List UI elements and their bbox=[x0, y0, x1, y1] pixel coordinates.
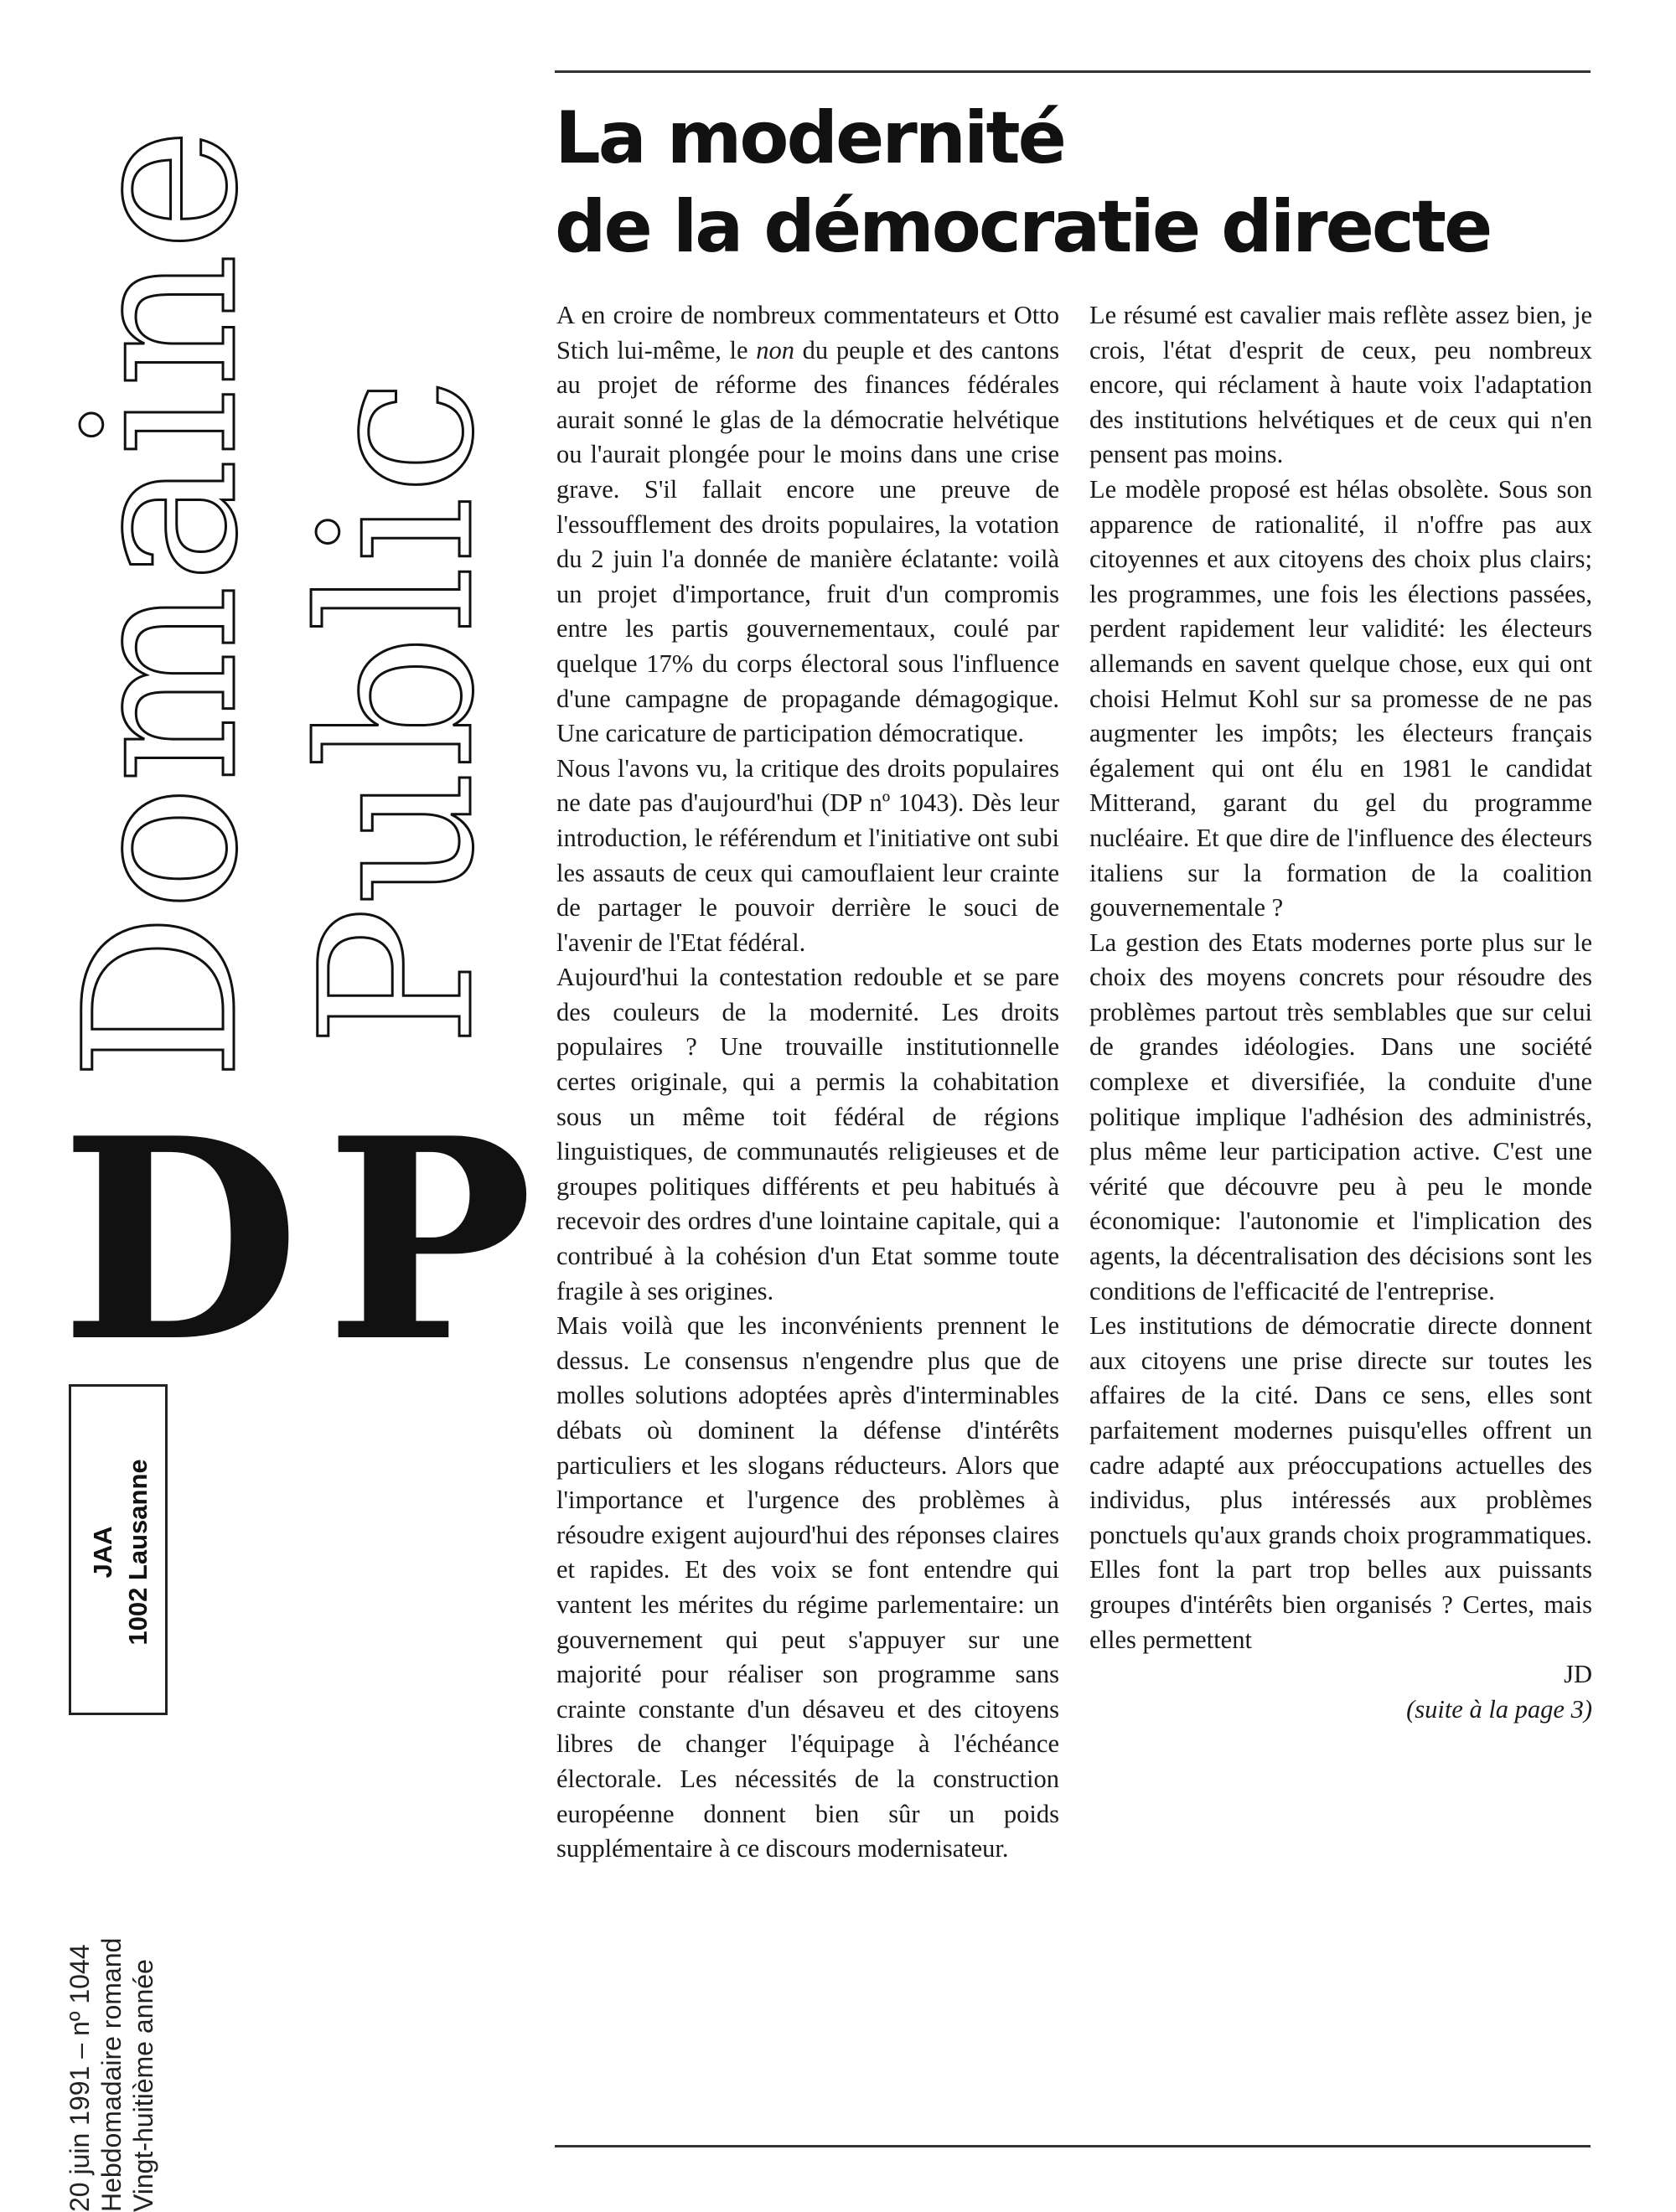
author-signature: JD bbox=[1564, 1660, 1592, 1689]
paragraph-7: La gestion des Etats modernes porte plus sur le choix des moyens concrets pour résoudre des problèmes partout très semblables que sur celui de grandes idéologies. Dans une société complexe et diversifiée, la conduite d'une politique implique l'adhésion des administrés, plus même leur participation active. C'est une vérité que découvre peu à peu le monde économique: l'autonomie et l'implication des agents, la décentralisation des décisions sont les conditions de l'efficacité de l'entreprise. bbox=[1089, 928, 1592, 1305]
top-divider bbox=[555, 70, 1591, 73]
issue-date: 20 juin 1991 – nº 1044 bbox=[65, 1944, 95, 2212]
continued-link[interactable]: (suite à la page 3) bbox=[1406, 1694, 1592, 1724]
article-column-1 bbox=[556, 298, 1059, 1867]
paragraph-4: Mais voilà que les inconvénients prennent le dessus. Le consensus n'engendre plus que de molles solutions adoptées après d'interminables débats où dominent la défense d'intérêts particuliers et les slogans réducteurs. Alors que l'importance et l'urgence des problèmes à résoudre exigent aujourd'hui des réponses claires et rapides. Et des voix se font entendre qui vantent les mérites du régime parlementaire: un gouvernement qui peut s'appuyer sur une majorité pour réaliser son programme sans crainte constante d'un désaveu et des citoyens libres de changer l'équipage à l'échéance électorale. Les nécessités de la construction européenne donnent bien sûr un poids supplémentaire à ce discours modernisateur. bbox=[556, 1311, 1059, 1863]
paragraph-1: A en croire de nombreux commentateurs et Otto Stich lui-même, le non du peuple et des cantons au projet de réforme des finances fédérales aurait sonné le glas de la démocratie helvétique ou l'aurait plongée pour le moins dans une crise grave. S'il fallait encore une preuve de l'essoufflement des droits populaires, la votation du 2 juin l'a donnée de manière éclatante: voilà un projet d'importance, fruit d'un compromis entre les partis gouvernementaux, coulé par quelque 17% du corps électoral sous l'influence d'une campagne de propagande démagogique. Une caricature de participation démocratique. bbox=[556, 301, 1059, 748]
masthead-title-domaine: Domaine bbox=[39, 126, 283, 1081]
bottom-divider bbox=[555, 2145, 1591, 2147]
emphasis-non: non bbox=[756, 335, 794, 364]
paragraph-3: Aujourd'hui la contestation redouble et se pare des couleurs de la modernité. Les droits populaires ? Une trouvaille institutionnelle certes originale, qui a permis la cohabitation sous un même toit fédéral de régions linguistiques, de communautés religieuses et de groupes politiques différents et peu habitués à recevoir des ordres d'une lointaine capitale, qui a contribué à la cohésion d'un Etat somme toute fragile à ses origines. bbox=[556, 963, 1059, 1305]
paragraph-5: Le résumé est cavalier mais reflète assez bien, je crois, l'état d'esprit de ceux, peu nombreux encore, qui réclament à haute voix l'adaptation des institutions helvétiques et de ceux qui n'en pensent pas moins. bbox=[1089, 301, 1592, 469]
article-column-2 bbox=[1089, 298, 1592, 1727]
dp-logo: DP bbox=[60, 1078, 559, 1403]
paragraph-2: Nous l'avons vu, la critique des droits populaires ne date pas d'aujourd'hui (DP nº 1043). Dès leur introduction, le référendum et l'initiative ont subi les assauts de ceux qui camouflaient leur crainte de partager le pouvoir derrière le souci de l'avenir de l'Etat fédéral. bbox=[556, 753, 1059, 957]
postal-code: JAA bbox=[88, 1526, 117, 1579]
postal-location: 1002 Lausanne bbox=[123, 1459, 153, 1646]
headline-line-1: La modernité bbox=[555, 96, 1064, 180]
issue-frequency: Hebdomadaire romand bbox=[96, 1937, 127, 2212]
issue-info bbox=[64, 1776, 189, 2212]
paragraph-6: Le modèle proposé est hélas obsolète. Sous son apparence de rationalité, il n'offre pas aux citoyennes et aux citoyens des choix plus clairs; les programmes, une fois les élections passées, perdent rapidement leur validité: les électeurs allemands en savent quelque chose, eux qui ont choisi Helmut Kohl sur sa promesse de ne pas augmenter les impôts; les électeurs français également qui ont élu en 1981 le candidat Mitterand, garant du gel du programme nucléaire. Et que dire de l'influence des électeurs italiens sur la formation de la coalition gouvernementale ? bbox=[1089, 474, 1592, 923]
issue-volume: Vingt-huitième année bbox=[128, 1959, 158, 2212]
article-headline bbox=[555, 94, 1591, 271]
paragraph-8: Les institutions de démocratie directe donnent aux citoyens une prise directe sur toutes les affaires de la cité. Dans ce sens, elles sont parfaitement modernes puisqu'elles offrent un cadre adapté aux préoccupations actuelles des individus, plus intéressés aux problèmes ponctuels qu'aux grands choix programmatiques. Elles font la part trop belles aux puissants groupes d'intérêts bien organisés ? Certes, mais elles permettent bbox=[1089, 1311, 1592, 1654]
headline-line-2: de la démocratie directe bbox=[555, 185, 1491, 269]
masthead-title-public: Public bbox=[276, 375, 520, 1047]
postal-box bbox=[69, 1384, 168, 1715]
